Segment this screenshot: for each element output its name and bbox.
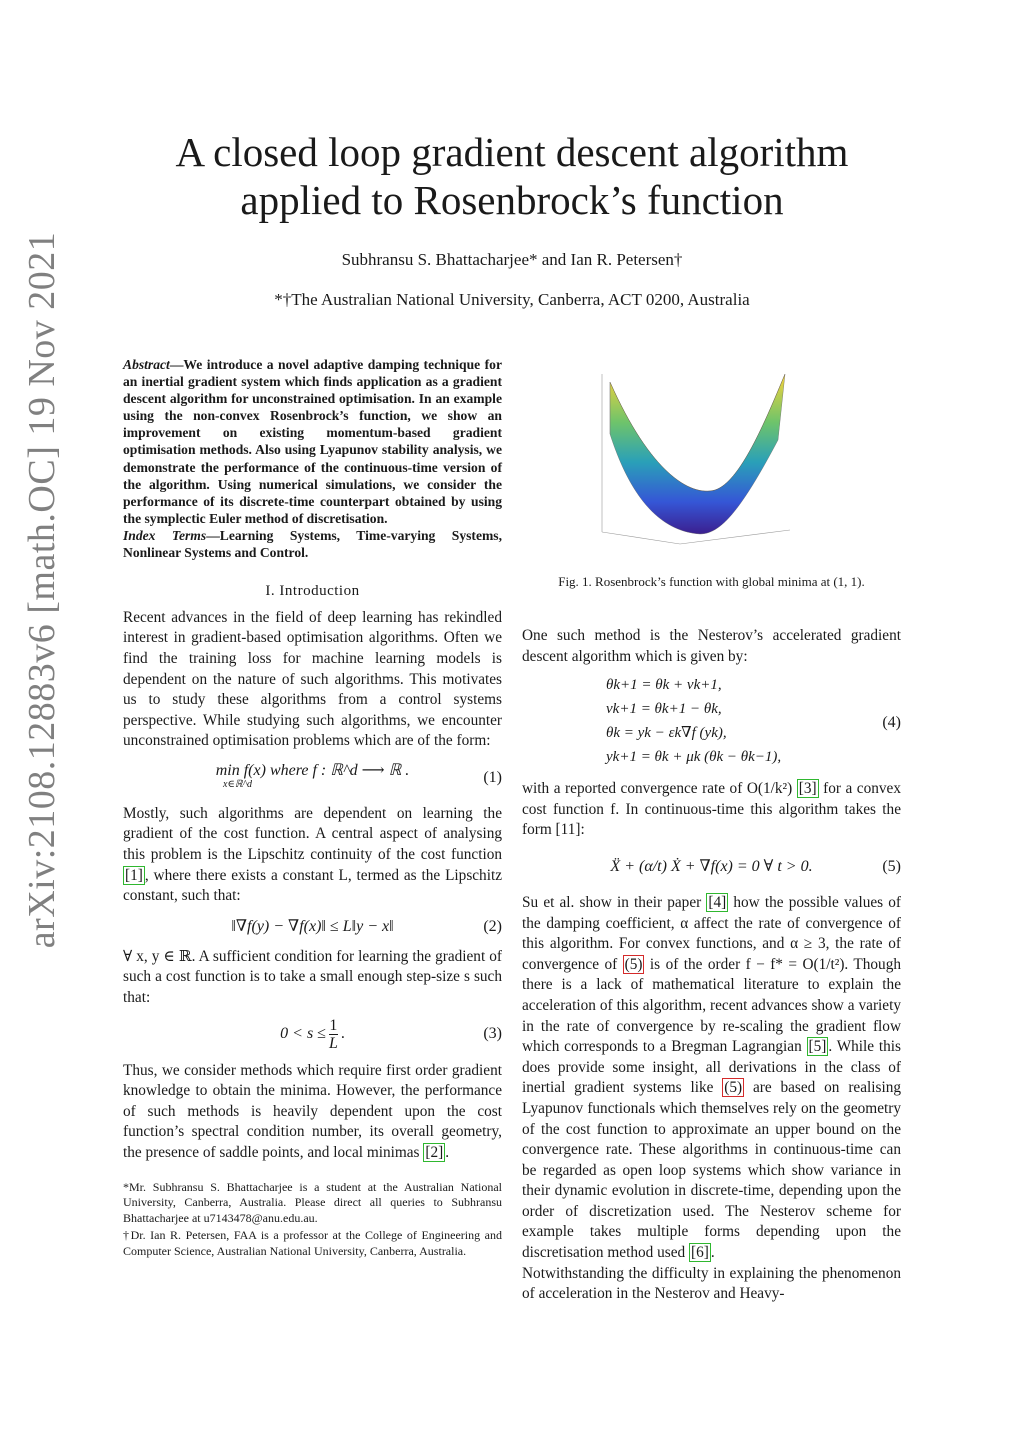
equation-5: Ẍ + (α/t) Ẋ + ∇f(x) = 0 ∀ t > 0. (5) bbox=[610, 857, 901, 875]
equation-reference-link[interactable]: (5) bbox=[724, 1079, 743, 1097]
footnote: †Dr. Ian R. Petersen, FAA is a professor at the College of Engineering and Computer Science, Australian National University, Canberra, Australia. bbox=[123, 1228, 502, 1258]
citation-link[interactable]: [6] bbox=[690, 1244, 709, 1262]
footnote: *Mr. Subhransu S. Bhattacharjee is a student at the Australian National University, Canberra, Australia. Please direct all queries to Subhransu Bhattacharjee at u7143478@anu.edu.au. bbox=[123, 1179, 502, 1225]
equation-3: 0 < s ≤ $\frac{1}{L}$ . (3) bbox=[280, 1017, 502, 1053]
equation-4: θk+1 = θk + vk+1, vk+1 = θk+1 − θk, θk = yk − εk∇f (yk), yk+1 = θk + μk (θk − θk−1), (4) bbox=[606, 677, 901, 766]
paragraph: Mostly, such algorithms are dependent on learning the gradient of the cost function. A central aspect of analysing this problem is the Lipschitz continuity of the cost function [1] , where there exists a constant L, termed as the Lipschitz constant, such that: bbox=[123, 804, 502, 905]
authors: Subhransu S. Bhattacharjee* and Ian R. Petersen† bbox=[341, 250, 683, 269]
right-column bbox=[522, 626, 901, 1305]
paragraph: Thus, we consider methods which require first order gradient knowledge to obtain the minima. However, the performance of such methods is heavily dependent upon the cost function’s spectral condition number, its overall geometry, the presence of saddle points, and local minimas [2] . bbox=[123, 1061, 502, 1161]
citation-link[interactable]: [3] bbox=[798, 780, 817, 798]
paragraph: ∀ x, y ∈ ℝ. A sufficient condition for learning the gradient of such a cost function is to take a small enough step-size s such that: bbox=[123, 947, 502, 1007]
equation-reference-link[interactable]: (5) bbox=[624, 955, 643, 973]
figure-caption: Fig. 1. Rosenbrock’s function with global minima at (1, 1). bbox=[558, 574, 865, 589]
equation-2: ‖∇f(y) − ∇f(x)‖ ≤ L‖y − x‖ (2) bbox=[231, 917, 502, 935]
abstract: Abstract—We introduce a novel adaptive damping technique for an inertial gradient system which finds application as a gradient descent algorithm for unconstrained optimisation. In an example using the non-convex Rosenbrock’s function, we show an improvement on existing momentum-based gradient optimisation methods. Also using Lyapunov stability analysis, we demonstrate the performance of the continuous-time version of the algorithm. Using numerical simulations, we consider the performance of its discrete-time counterpart obtained by using the symplectic Euler method of discretisation. Index Terms—Learning Systems, Time-varying Systems, Nonlinear Systems and Control. bbox=[123, 357, 502, 561]
paper-title: A closed loop gradient descent algorithm applied to Rosenbrock’s function bbox=[175, 129, 849, 223]
section-heading: I. Introduction bbox=[265, 583, 360, 600]
paragraph: One such method is the Nesterov’s accelerated gradient descent algorithm which is given by: bbox=[522, 627, 901, 665]
citation-link[interactable]: [1] bbox=[125, 866, 143, 884]
arxiv-sidebar bbox=[12, 100, 72, 1080]
arxiv-identifier: arXiv:2108.12883v6 [math.OC] 19 Nov 2021 bbox=[21, 231, 63, 949]
equation-1: min f(x) where f : ℝ^d ⟶ ℝ . x∈ℝ^d (1) bbox=[215, 761, 502, 790]
affiliation: *†The Australian National University, Canberra, ACT 0200, Australia bbox=[274, 290, 750, 309]
citation-link[interactable]: [4] bbox=[708, 893, 727, 911]
paragraph: Su et al. show in their paper [4] how the possible values of the damping coefficient, α affect the rate of convergence of this algorithm. For convex functions, and α ≥ 3, the rate of convergence of (5) is of the order f − f* = O(1/t²). Though there is a lack of mathematical literature to explain the acceleration of this algorithm, recent advances show a variety in the rate of convergence by re-scaling the gradient flow which corresponds to a Bregman Lagrangian [5] . While this does provide some insight, all derivations in the class of inertial gradient systems like (5) are based on realising Lyapunov functionals which themselves rely on the geometry of the cost function to approximate an upper bound on the convergence rate. These algorithms in continuous-time can be regarded as open loop systems which show variance in their dynamic evolution in discrete-time, depending upon the order of discretization used. The Nesterov scheme for example takes multiple forms depending upon the discretisation method used [6] . bbox=[522, 893, 901, 1262]
rosenbrock-surface-figure bbox=[580, 362, 810, 548]
paragraph: Notwithstanding the difficulty in explaining the phenomenon of acceleration in the Nesterov and Heavy- bbox=[522, 1264, 901, 1303]
paragraph: with a reported convergence rate of O(1/k²) [3] for a convex cost function f. In continuous-time this algorithm takes the form [11]: bbox=[522, 780, 901, 839]
citation-link[interactable]: [5] bbox=[808, 1038, 827, 1056]
left-column bbox=[123, 356, 502, 1261]
footnotes bbox=[123, 1180, 502, 1260]
citation-link[interactable]: [2] bbox=[425, 1144, 444, 1161]
paragraph: Recent advances in the field of deep learning has rekindled interest in gradient-based optimisation algorithms. Often we find the training loss for machine learning models is dependent on the nature of such algorithms. This motivates us to study these algorithms from a control systems perspective. While studying such algorithms, we encounter unconstrained optimisation problems which are of the form: bbox=[123, 608, 502, 750]
